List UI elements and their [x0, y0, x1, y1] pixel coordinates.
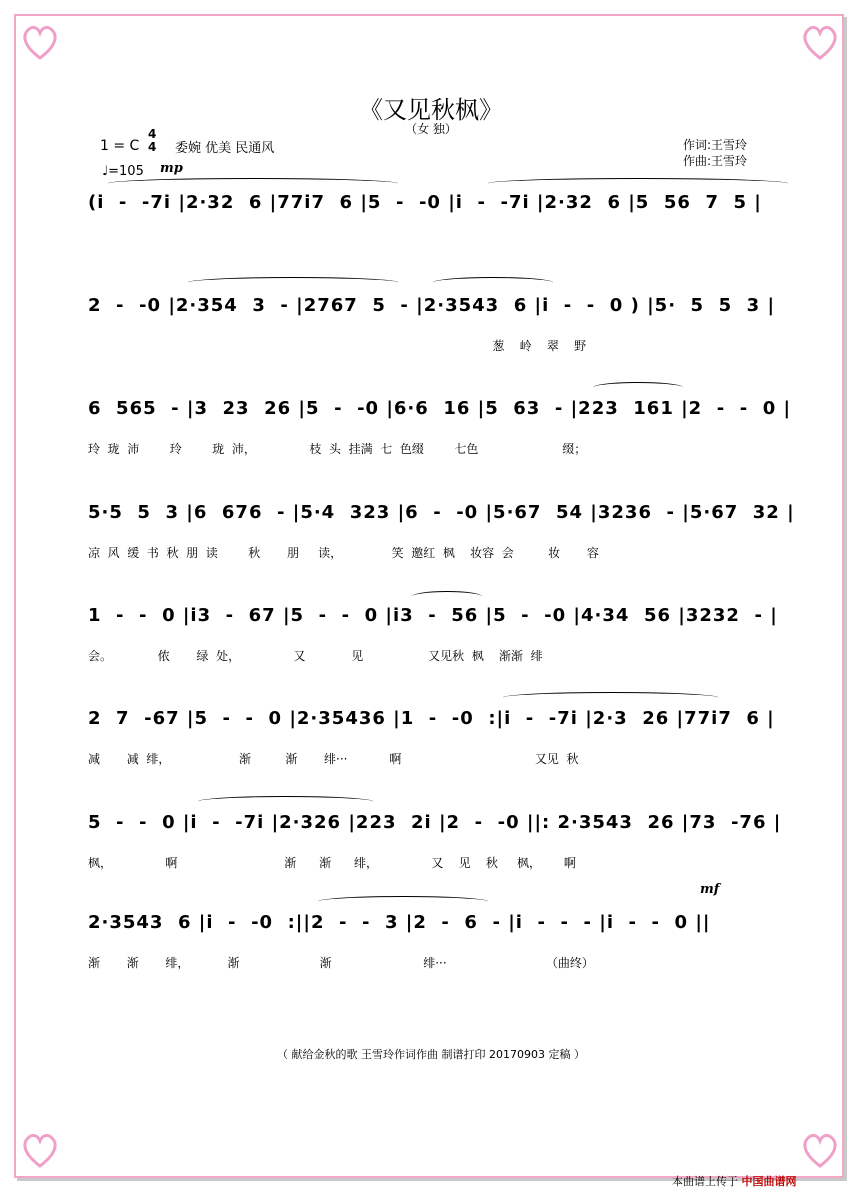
lyrics-line: 减 减 绯， 渐 渐 绯··· 啊 又见 秋	[88, 752, 579, 766]
upload-text: 本曲谱上传于	[672, 1175, 738, 1188]
heart-ornament-icon	[18, 1128, 62, 1172]
slur	[188, 277, 398, 288]
notation-line: 6 565 - |3 23 26 |5 - -0 |6·6 16 |5 63 - |223 161 |2 - - 0 |	[88, 398, 792, 419]
composer: 作曲:王雪玲	[683, 154, 748, 168]
notation-line: 2 - -0 |2·354 3 - |2767 5 - |2·3543 6 |i - - 0 ) |5· 5 5 3 |	[88, 295, 776, 316]
upload-credit	[672, 1173, 797, 1189]
score-row	[88, 605, 788, 663]
meter-bottom: 4	[148, 140, 157, 154]
notation-line: 2 7 -67 |5 - - 0 |2·35436 |1 - -0 :|i - -7i |2·3 26 |77i7 6 |	[88, 708, 775, 729]
score-row	[88, 812, 788, 870]
heart-ornament-icon	[798, 20, 842, 64]
notation-line: 1 - - 0 |i3 - 67 |5 - - 0 |i3 - 56 |5 - -0 |4·34 56 |3232 - |	[88, 605, 778, 626]
slur	[503, 692, 718, 703]
slur	[108, 178, 398, 189]
song-title: 《又见秋枫》	[359, 96, 503, 124]
song-subtitle: （女 独）	[405, 122, 457, 136]
slur	[433, 277, 553, 288]
slur	[488, 178, 788, 189]
notation-line: 5 - - 0 |i - -7i |2·326 |223 2i |2 - -0 ||: 2·3543 26 |73 -76 |	[88, 812, 782, 833]
dynamic-mf: mf	[700, 882, 720, 897]
slur	[198, 796, 373, 807]
credits	[683, 137, 747, 169]
expression-marking: 委婉 优美 民通风	[175, 141, 275, 156]
score-row	[88, 912, 788, 970]
score-row	[88, 192, 788, 240]
notation-line: 5·5 5 3 |6 676 - |5·4 323 |6 - -0 |5·67 54 |3236 - |5·67 32 |	[88, 502, 795, 523]
lyrics-line: 葱 岭 翠 野	[88, 339, 587, 353]
notation-line: 2·3543 6 |i - -0 :||2 - - 3 |2 - 6 - |i - - - |i - - 0 ||	[88, 912, 711, 933]
footer-note: （ 献给金秋的歌 王雪玲作词作曲 制谱打印 20170903 定稿 ）	[277, 1048, 585, 1061]
lyrics-line: 会。 侬 绿 处， 又 见 又见秋 枫 渐渐 绯	[88, 649, 543, 663]
site-logo: 中国曲谱网	[741, 1175, 797, 1188]
slur	[593, 382, 683, 393]
heart-ornament-icon	[18, 20, 62, 64]
time-signature	[148, 128, 156, 154]
slur	[318, 896, 488, 907]
lyrics-line: 玲 珑 沛 玲 珑 沛， 枝 头 挂满 七 色缀 七色 缀；	[88, 442, 587, 456]
meter-top: 4	[148, 127, 157, 141]
slur	[412, 591, 482, 602]
score-row	[88, 398, 792, 456]
key-signature: 1 = C	[100, 138, 140, 154]
dynamic-mp: mp	[160, 161, 183, 176]
lyrics-line: 渐 渐 绯， 渐 渐 绯··· （曲终）	[88, 956, 594, 970]
tempo-marking: ♩=105	[102, 164, 144, 179]
notation-line: (i - -7i |2·32 6 |77i7 6 |5 - -0 |i - -7i |2·32 6 |5 56 7 5 |	[88, 192, 762, 213]
heart-ornament-icon	[798, 1128, 842, 1172]
score-row	[88, 502, 795, 560]
score-row	[88, 295, 788, 353]
lyricist: 作词:王雪玲	[683, 138, 748, 152]
lyrics-line: 枫， 啊 渐 渐 绯， 又 见 秋 枫， 啊	[88, 856, 576, 870]
score-row	[88, 708, 788, 766]
lyrics-line: 凉 风 缓 书 秋 朋 读 秋 朋 读， 笑 邀红 枫 妆容 会 妆 容	[88, 546, 599, 560]
